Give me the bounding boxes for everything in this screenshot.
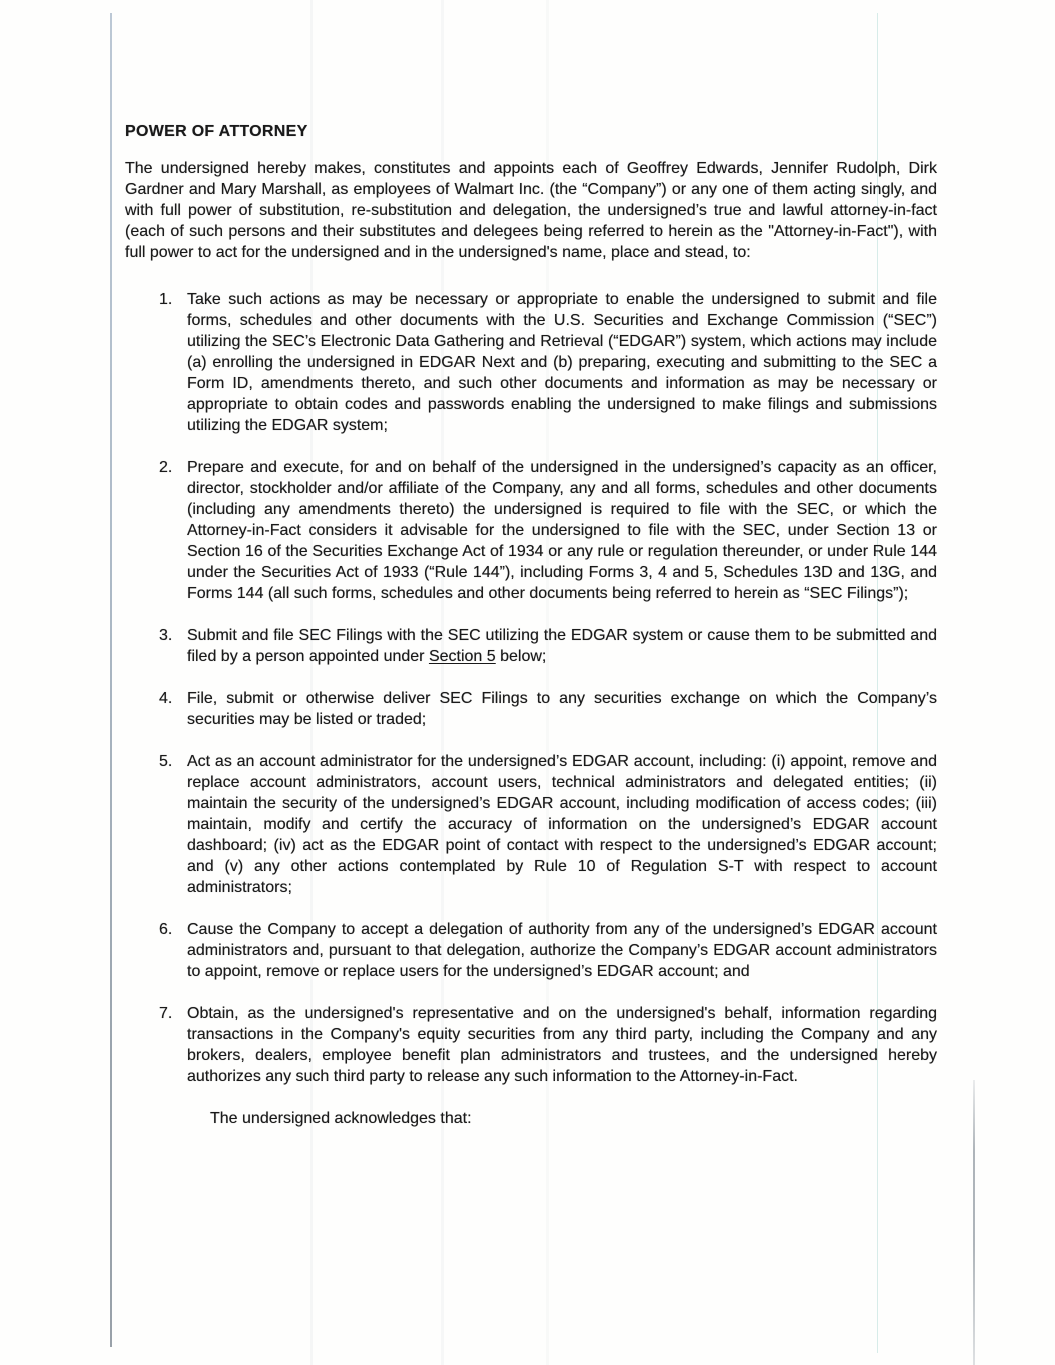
document-title: POWER OF ATTORNEY bbox=[125, 123, 308, 140]
scan-right-vertical-line-artifact bbox=[973, 1080, 975, 1365]
intro-paragraph: The undersigned hereby makes, constitutes and appoints each of Geoffrey Edwards, Jennifer Rudolph, Dirk Gardner and Mary Marshall, as employees of Walmart Inc. (the “Company”) or any one of them acting singly, and with full power of substitution, re-substitution and delegation, the undersigned’s true and lawful attorney-in-fact (each of such persons and their substitutes and delegees being referred to herein as the "Attorney-in-Fact"), with full power to act for the undersigned and in the undersigned's name, place and stead, to: bbox=[125, 160, 937, 261]
item-text: Prepare and execute, for and on behalf of the undersigned in the undersigned’s capacity as an officer, director, stockholder and/or affiliate of the Company, any and all forms, schedules and other documents (including any amendments thereto) the undersigned is required to file with the SEC, or which the Attorney-in-Fact considers it advisable for the undersigned to file with the SEC, under Section 13 or Section 16 of the Securities Exchange Act of 1934 or any rule or regulation thereunder, or under Rule 144 under the Securities Act of 1933 (“Rule 144”), including Forms 3, 4 and 5, Schedules 13D and 13G, and Forms 144 (all such forms, schedules and other documents being referred to herein as “SEC Filings”); bbox=[187, 459, 937, 602]
list-item-5 bbox=[125, 751, 937, 898]
item-text: Act as an account administrator for the undersigned’s EDGAR account, including: (i) appoint, remove and replace account administrators, account users, technical administrators and delegated entities; (ii) maintain the security of the undersigned’s EDGAR account, including modification of access codes; (iii) maintain, modify and certify the accuracy of information on the undersigned’s EDGAR account dashboard; (iv) act as the EDGAR point of contact with respect to the undersigned’s EDGAR account; and (v) any other actions contemplated by Rule 10 of Regulation S-T with respect to account administrators; bbox=[187, 753, 937, 896]
item-text: Cause the Company to accept a delegation of authority from any of the undersigned’s EDGAR account administrators and, pursuant to that delegation, authorize the Company’s EDGAR account administrators to appoint, remove or replace users for the undersigned’s EDGAR account; and bbox=[187, 921, 937, 980]
list-item-1 bbox=[125, 289, 937, 436]
item-text: Take such actions as may be necessary or appropriate to enable the undersigned to submit and file forms, schedules and other documents with the U.S. Securities and Exchange Commission (“SEC”) utilizing the SEC’s Electronic Data Gathering and Retrieval (“EDGAR”) system, which actions may include (a) enrolling the undersigned in EDGAR Next and (b) preparing, executing and submitting to the SEC a Form ID, amendments thereto, and such other documents and information as may be necessary or appropriate to obtain codes and passwords enabling the undersigned to make filings and submissions utilizing the EDGAR system; bbox=[187, 291, 937, 434]
document-content bbox=[125, 121, 937, 1129]
scan-left-vertical-line-artifact bbox=[110, 13, 112, 1347]
item-number: 3. bbox=[159, 627, 173, 644]
numbered-list bbox=[125, 289, 937, 1087]
item-number: 1. bbox=[159, 291, 173, 308]
item-text: Obtain, as the undersigned's representative and on the undersigned's behalf, information regarding transactions in the Company's equity securities from any third party, including the Company and any brokers, dealers, employee benefit plan administrators and trustees, and the undersigned hereby authorizes any such third party to release any such information to the Attorney-in-Fact. bbox=[187, 1005, 937, 1085]
section-5-reference: Section 5 bbox=[428, 648, 496, 665]
item-text bbox=[187, 625, 937, 667]
item-text: File, submit or otherwise deliver SEC Filings to any securities exchange on which the Company’s securities may be listed or traded; bbox=[187, 690, 937, 728]
list-item-2 bbox=[125, 457, 937, 604]
item-number: 5. bbox=[159, 753, 173, 770]
item-number: 2. bbox=[159, 459, 173, 476]
item-text-after: below; bbox=[495, 648, 547, 665]
list-item-7 bbox=[125, 1003, 937, 1087]
list-item-4 bbox=[125, 688, 937, 730]
item-number: 4. bbox=[159, 690, 173, 707]
closing-line: The undersigned acknowledges that: bbox=[210, 1110, 472, 1127]
item-text-before: Submit and file SEC Filings with the SEC utilizing the EDGAR system or cause them to be submitted and filed by a person appointed under bbox=[187, 627, 937, 665]
item-number: 6. bbox=[159, 921, 173, 938]
list-item-3 bbox=[125, 625, 937, 667]
list-item-6 bbox=[125, 919, 937, 982]
item-number: 7. bbox=[159, 1005, 173, 1022]
